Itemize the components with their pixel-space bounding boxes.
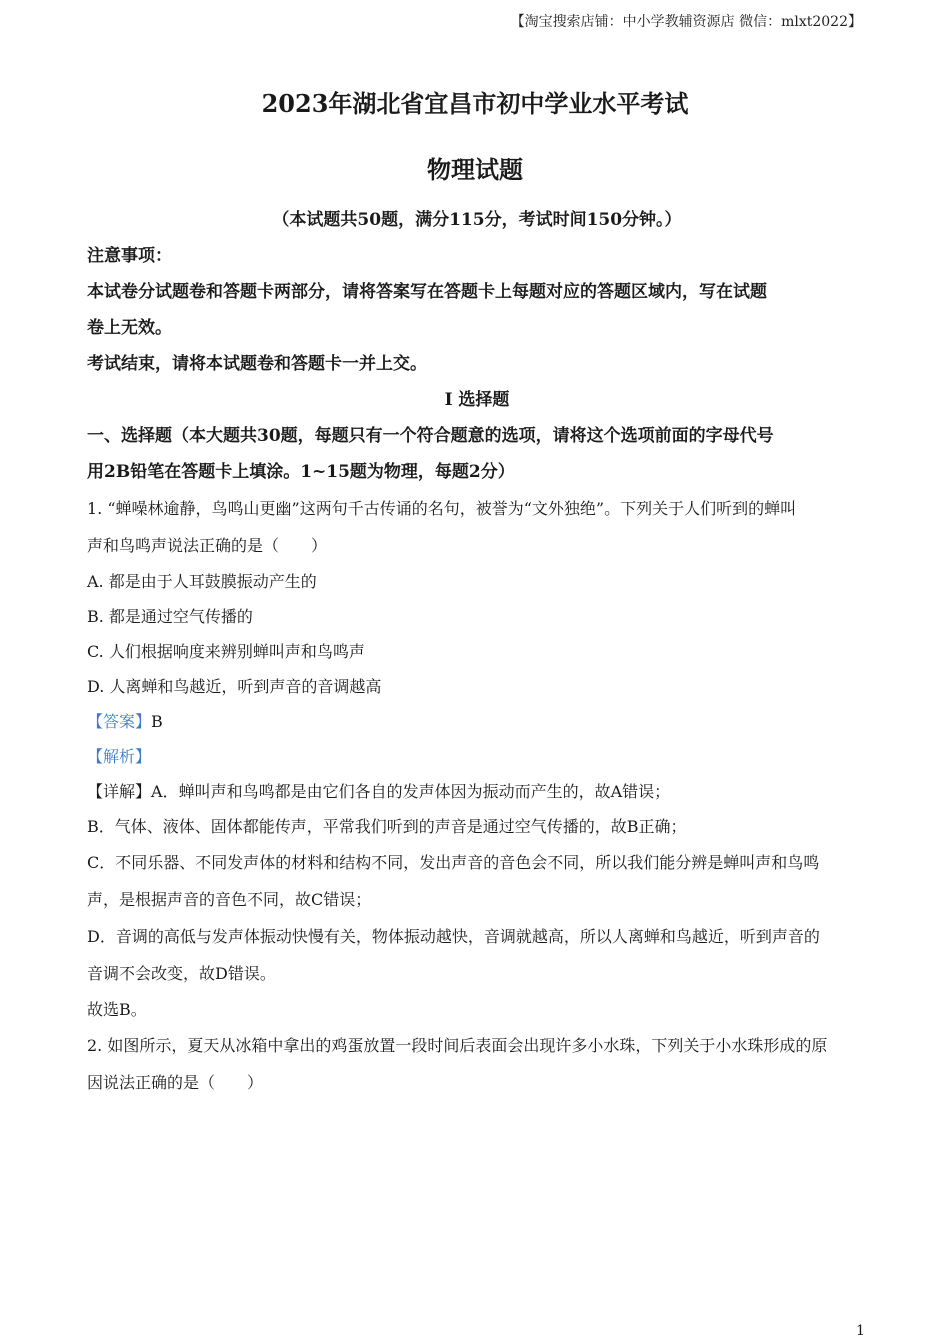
notice-line: 本试卷分试题卷和答题卡两部分，请将答案写在答题卡上每题对应的答题区域内，写在试题 xyxy=(87,282,767,302)
question-stem: 声和鸟鸣声说法正确的是（ ） xyxy=(87,536,328,555)
detail-label: 【详解】 xyxy=(87,782,152,801)
exam-subtitle: 物理试题 xyxy=(427,155,523,184)
notice-line: 考试结束，请将本试题卷和答题卡一并上交。 xyxy=(87,354,427,374)
detail-c: 声，是根据声音的音色不同，故C错误； xyxy=(87,890,372,909)
question-stem: 2. 如图所示，夏天从冰箱中拿出的鸡蛋放置一段时间后表面会出现许多小水珠，下列关于小水珠形成的原 xyxy=(87,1036,828,1055)
page-number: 1 xyxy=(856,1323,865,1339)
detail-d: 音调不会改变，故D错误。 xyxy=(87,964,276,983)
notice-line: 卷上无效。 xyxy=(87,318,172,338)
exam-info: （本试题共50题，满分115分，考试时间150分钟。） xyxy=(272,210,682,230)
analysis-line xyxy=(87,739,867,774)
conclusion: 故选B。 xyxy=(87,1000,147,1019)
detail-d: D．音调的高低与发声体振动快慢有关，物体振动越快，音调就越高，所以人离蝉和鸟越近，听到声音的 xyxy=(87,927,820,946)
option-d: D. 人离蝉和鸟越近，听到声音的音调越高 xyxy=(87,677,382,696)
document-body xyxy=(87,202,867,1101)
header-note: 【淘宝搜索店铺：中小学教辅资源店 微信：mlxt2022】 xyxy=(510,14,862,30)
notice-heading: 注意事项： xyxy=(87,246,172,266)
option-c: C. 人们根据响度来辨别蝉叫声和鸟鸣声 xyxy=(87,642,365,661)
detail-a-text: A．蝉叫声和鸟鸣都是由它们各自的发声体因为振动而产生的，故A错误； xyxy=(151,782,671,801)
answer-value: B xyxy=(151,712,163,731)
question-stem: 因说法正确的是（ ） xyxy=(87,1073,264,1092)
part-title: I 选择题 xyxy=(444,390,510,410)
option-b: B. 都是通过空气传播的 xyxy=(87,607,253,626)
detail-a xyxy=(87,774,867,809)
question-2 xyxy=(87,1027,867,1101)
detail-c: C．不同乐器、不同发声体的材料和结构不同，发出声音的音色会不同，所以我们能分辨是蝉叫声和鸟鸣 xyxy=(87,853,820,872)
question-1 xyxy=(87,490,867,1027)
section-heading: 用2B铅笔在答题卡上填涂。1~15题为物理，每题2分） xyxy=(87,462,515,482)
answer-line xyxy=(87,704,867,739)
section-heading: 一、选择题（本大题共30题，每题只有一个符合题意的选项，请将这个选项前面的字母代号 xyxy=(87,426,774,446)
analysis-label: 【解析】 xyxy=(87,747,152,766)
detail-b: B．气体、液体、固体都能传声，平常我们听到的声音是通过空气传播的，故B正确； xyxy=(87,817,687,836)
exam-title: 2023年湖北省宜昌市初中学业水平考试 xyxy=(261,89,689,118)
answer-label: 【答案】 xyxy=(87,712,152,731)
question-stem: 1. “蝉噪林逾静，鸟鸣山更幽”这两句千古传诵的名句，被誉为“文外独绝”。下列关于人们听到的蝉叫 xyxy=(87,499,797,518)
option-a: A. 都是由于人耳鼓膜振动产生的 xyxy=(87,572,317,591)
